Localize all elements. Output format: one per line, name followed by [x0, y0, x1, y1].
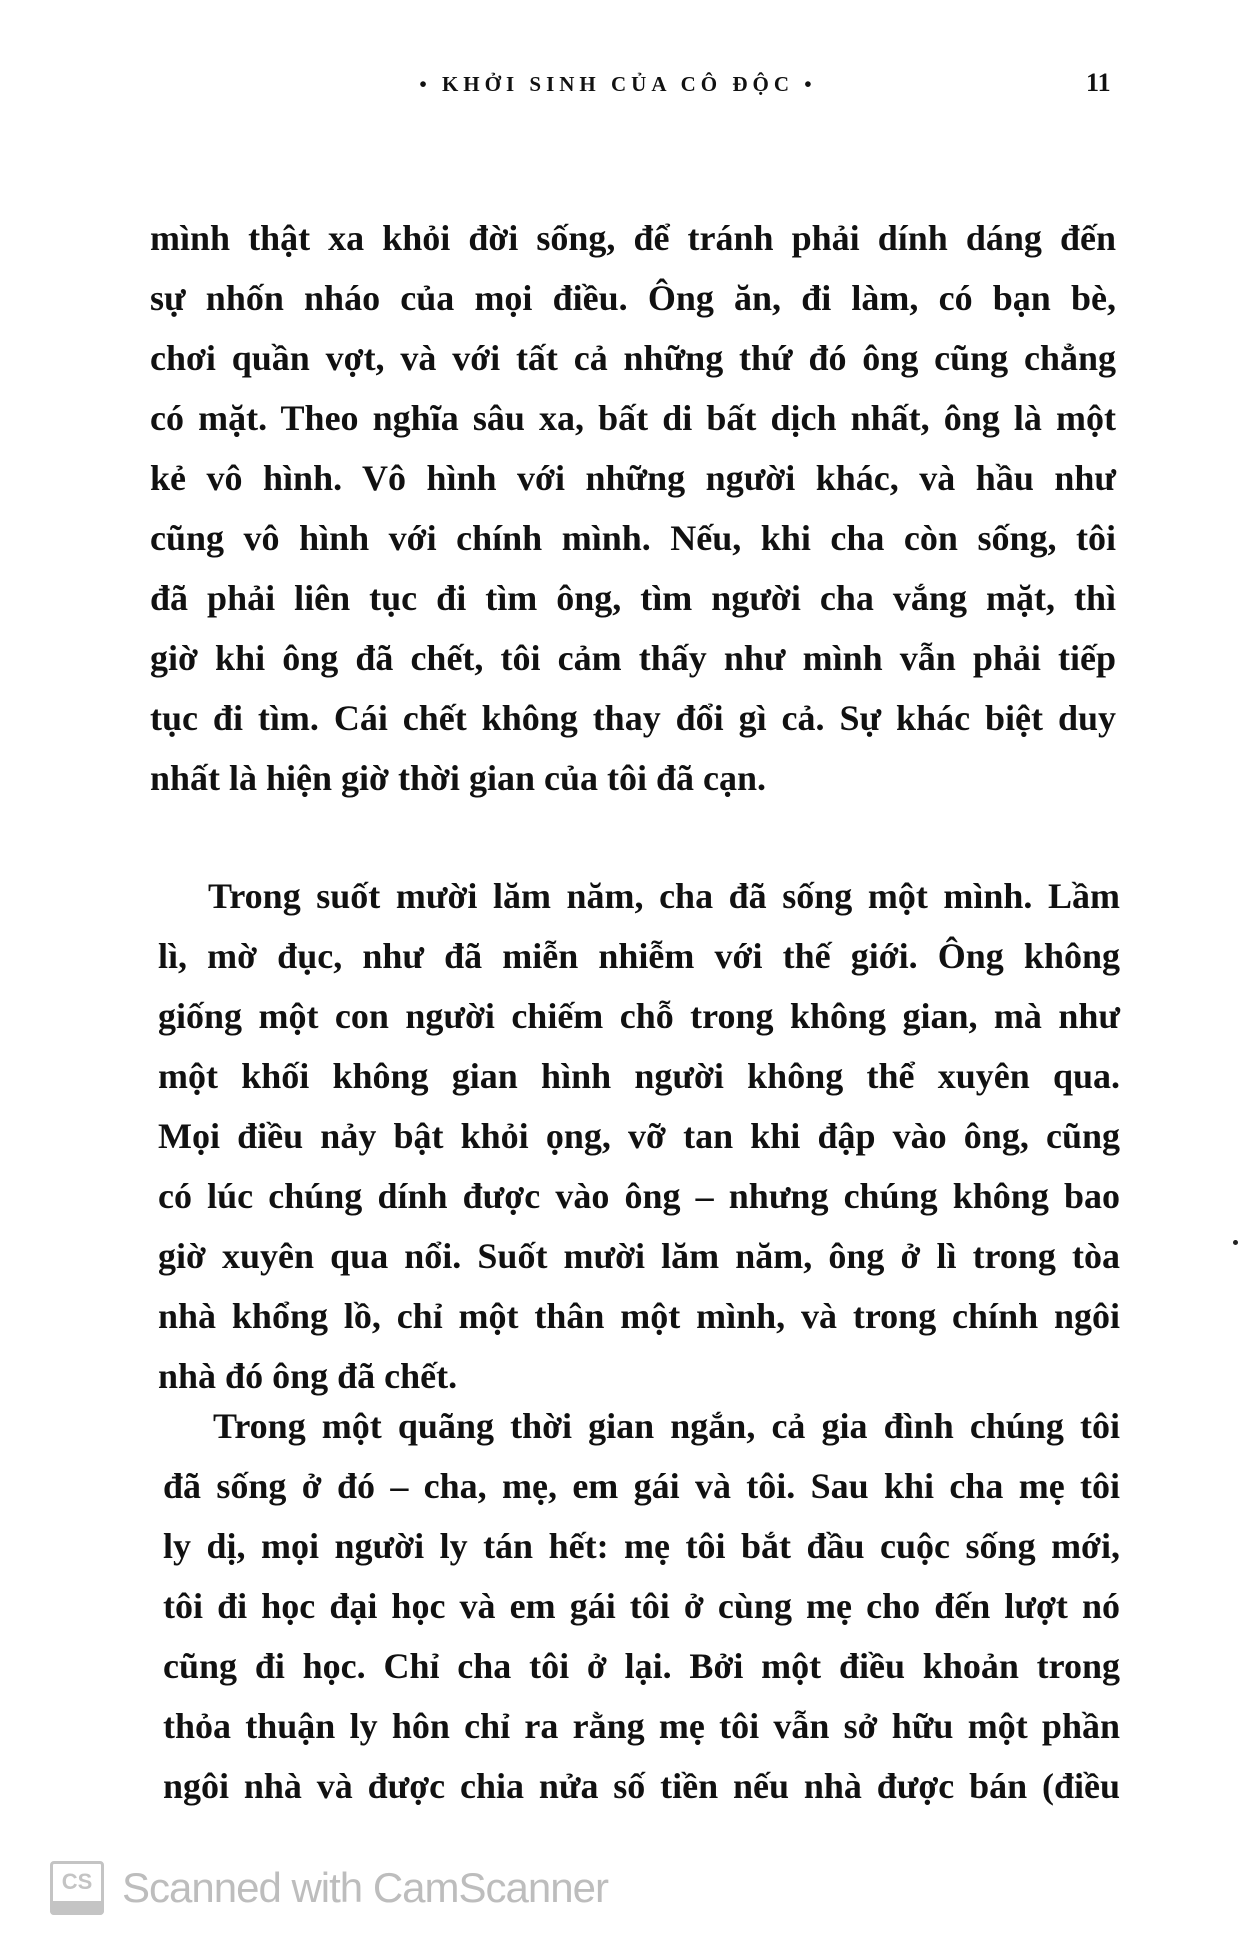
- text-line: có mặt. Theo nghĩa sâu xa, bất di bất dịch nhất, ông là một: [150, 398, 1116, 438]
- text-line: nhà đó ông đã chết.: [158, 1356, 458, 1396]
- text-line: Trong suốt mười lăm năm, cha đã sống một mình. Lầm: [208, 876, 1120, 916]
- paragraph-1: [150, 208, 1116, 808]
- text-line: Trong một quãng thời gian ngắn, cả gia đình chúng tôi: [213, 1406, 1120, 1446]
- text-line: một khối không gian hình người không thể xuyên qua.: [158, 1056, 1120, 1096]
- paragraph-2: [158, 866, 1120, 1406]
- scan-speck: [1233, 1240, 1238, 1245]
- page-number: 11: [1086, 68, 1111, 97]
- text-line: mình thật xa khỏi đời sống, để tránh phải dính dáng đến: [150, 218, 1116, 258]
- text-line: tục đi tìm. Cái chết không thay đổi gì cả. Sự khác biệt duy: [150, 698, 1116, 738]
- text-line: thỏa thuận ly hôn chỉ ra rằng mẹ tôi vẫn sở hữu một phần: [163, 1706, 1120, 1746]
- text-line: cũng vô hình với chính mình. Nếu, khi cha còn sống, tôi: [150, 518, 1116, 558]
- text-line: chơi quần vợt, và với tất cả những thứ đó ông cũng chẳng: [150, 338, 1116, 378]
- running-title: • KHỞI SINH CỦA CÔ ĐỘC •: [419, 72, 817, 96]
- text-line: đã phải liên tục đi tìm ông, tìm người cha vắng mặt, thì: [150, 578, 1116, 618]
- text-line: nhất là hiện giờ thời gian của tôi đã cạn.: [150, 758, 766, 798]
- text-line: có lúc chúng dính được vào ông – nhưng chúng không bao: [158, 1176, 1120, 1216]
- camscanner-watermark: [50, 1861, 608, 1915]
- camscanner-logo-icon: CS: [50, 1861, 104, 1915]
- text-line: tôi đi học đại học và em gái tôi ở cùng mẹ cho đến lượt nó: [163, 1586, 1120, 1626]
- text-line: giờ xuyên qua nổi. Suốt mười lăm năm, ông ở lì trong tòa: [158, 1236, 1120, 1276]
- text-line: giống một con người chiếm chỗ trong không gian, mà như: [158, 996, 1120, 1036]
- text-line: Mọi điều nảy bật khỏi ọng, vỡ tan khi đập vào ông, cũng: [158, 1116, 1120, 1156]
- text-line: ly dị, mọi người ly tán hết: mẹ tôi bắt đầu cuộc sống mới,: [163, 1526, 1120, 1566]
- text-line: giờ khi ông đã chết, tôi cảm thấy như mình vẫn phải tiếp: [150, 638, 1116, 678]
- watermark-text: Scanned with CamScanner: [122, 1864, 608, 1911]
- text-line: ngôi nhà và được chia nửa số tiền nếu nhà được bán (điều: [163, 1766, 1120, 1806]
- text-line: nhà khổng lồ, chỉ một thân một mình, và trong chính ngôi: [158, 1296, 1120, 1336]
- text-line: kẻ vô hình. Vô hình với những người khác, và hầu như: [150, 458, 1116, 498]
- paragraph-3: [163, 1396, 1120, 1816]
- text-line: cũng đi học. Chỉ cha tôi ở lại. Bởi một điều khoản trong: [163, 1646, 1120, 1686]
- running-head: [0, 72, 1248, 97]
- text-line: đã sống ở đó – cha, mẹ, em gái và tôi. Sau khi cha mẹ tôi: [163, 1466, 1120, 1506]
- text-line: sự nhốn nháo của mọi điều. Ông ăn, đi làm, có bạn bè,: [150, 278, 1116, 318]
- text-line: lì, mờ đục, như đã miễn nhiễm với thế giới. Ông không: [158, 936, 1120, 976]
